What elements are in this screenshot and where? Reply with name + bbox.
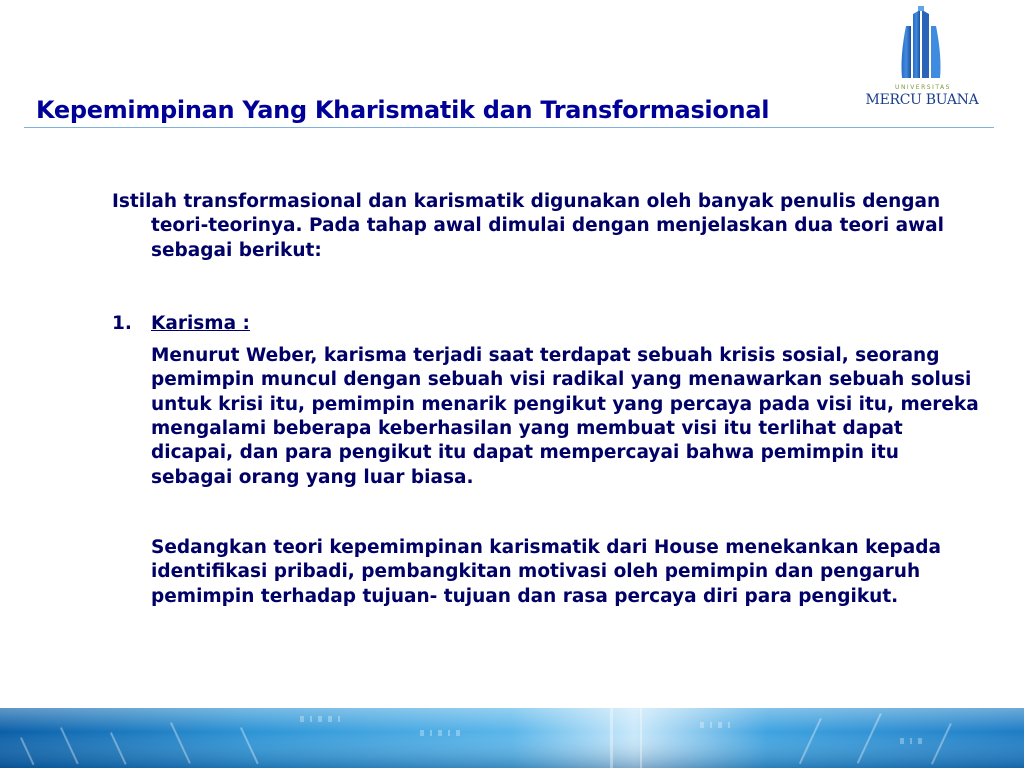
footer-decoration [0, 708, 1024, 768]
intro-paragraph: Istilah transformasional dan karismatik digunakan oleh banyak penulis dengan teori-teorinya. Pada tahap awal dimulai dengan menjelaskan dua teori awal sebagai berikut: [112, 191, 945, 261]
slide-title: Kepemimpinan Yang Kharismatik dan Transformasional [36, 96, 770, 124]
title-divider [24, 127, 994, 128]
logo-name: MERCU BUANA [865, 92, 979, 108]
list-item-number: 1. [112, 312, 132, 334]
mercu-buana-tower-logo-icon [858, 6, 984, 86]
slide-content [112, 190, 982, 609]
logo-university-label: UNIVERSITAS [895, 84, 951, 91]
list-item-heading: Karisma : [151, 312, 250, 334]
weber-paragraph: Menurut Weber, karisma terjadi saat terdapat sebuah krisis sosial, seorang pemimpin muncul dengan sebuah visi radikal yang menawarkan sebuah solusi untuk krisi itu, pemimpin menarik pengikut yang percaya pada visi itu, mereka mengalami beberapa keberhasilan yang membuat visi itu terlihat dapat dicapai, dan para pengikut itu dapat mempercayai bahwa pemimpin itu sebagai orang yang luar biasa. [151, 345, 979, 488]
university-logo [858, 6, 984, 116]
binary-stream-background-icon [0, 708, 1024, 768]
house-paragraph: Sedangkan teori kepemimpinan karismatik dari House menekankan kepada identifikasi pribadi, pembangkitan motivasi oleh pemimpin dan pengaruh pemimpin terhadap tujuan- tujuan dan rasa percaya diri para pengikut. [151, 536, 941, 607]
list-item [112, 312, 982, 336]
